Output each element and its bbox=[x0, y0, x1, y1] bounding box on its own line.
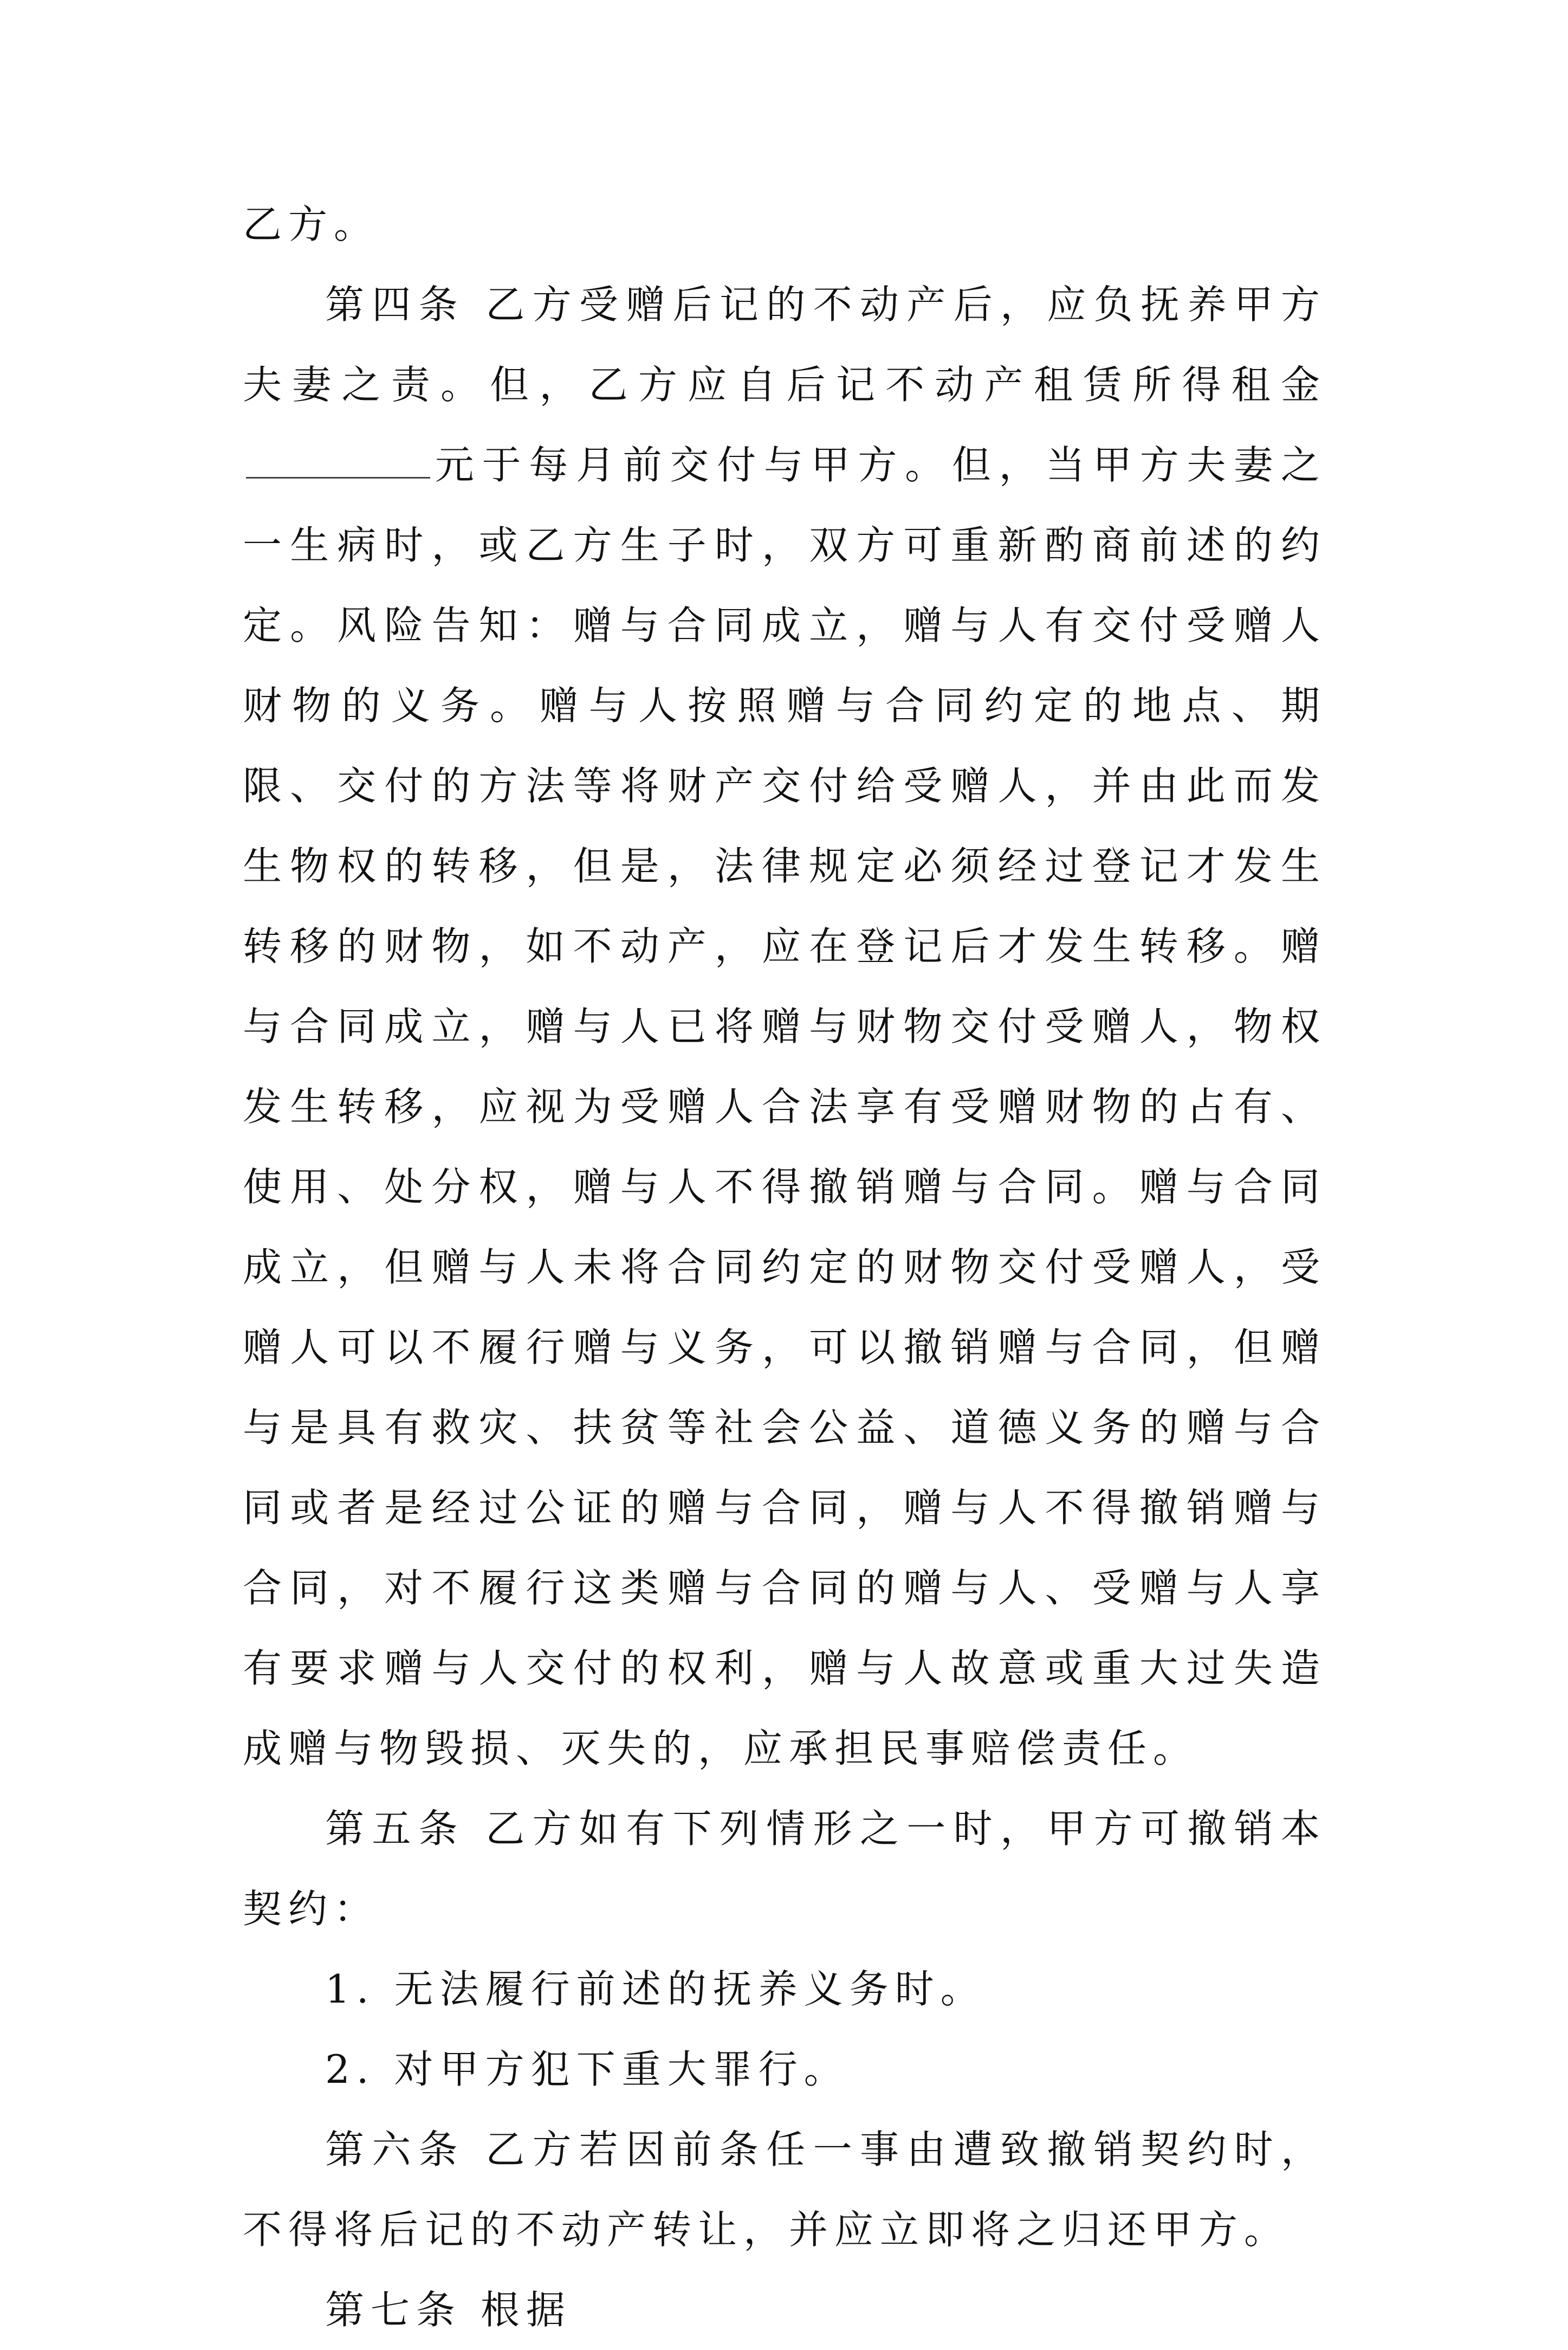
article-5: 第五条 乙方如有下列情形之一时，甲方可撤销本契约： bbox=[243, 1806, 1326, 1932]
rent-amount-blank bbox=[246, 443, 430, 479]
article-6: 第六条 乙方若因前条任一事由遭致撤销契约时，不得将后记的不动产转让，并应立即将之归还甲方。 bbox=[243, 2127, 1326, 2252]
article-5-item-1: 1. 无法履行前述的抚养义务时。 bbox=[325, 1966, 986, 2012]
document-body bbox=[243, 184, 1326, 2350]
article-4-text-start: 第四条 乙方受赠后记的不动产后，应负抚养甲方夫妻之责。但，乙方应自后记不动产租赁所得租金 bbox=[243, 282, 1326, 408]
paragraph-continuation: 乙方。 bbox=[243, 202, 380, 247]
article-7: 第七条 根据 bbox=[325, 2287, 572, 2333]
article-4 bbox=[243, 264, 1326, 1789]
article-4-text-end: 元于每月前交付与甲方。但，当甲方夫妻之一生病时，或乙方生子时，双方可重新酌商前述的约定。风险告知：赠与合同成立，赠与人有交付受赠人财物的义务。赠与人按照赠与合同约定的地点、期限、交付的方法等将财产交付给受赠人，并由此而发生物权的转移，但是，法律规定必须经过登记才发生转移的财物，如不动产，应在登记后才发生转移。赠与合同成立，赠与人已将赠与财物交付受赠人，物权发生转移，应视为受赠人合法享有受赠财物的占有、使用、处分权，赠与人不得撤销赠与合同。赠与合同成立，但赠与人未将合同约定的财物交付受赠人，受赠人可以不履行赠与义务，可以撤销赠与合同，但赠与是具有救灾、扶贫等社会公益、道德义务的赠与合同或者是经过公证的赠与合同，赠与人不得撤销赠与合同，对不履行这类赠与合同的赠与人、受赠与人享有要求赠与人交付的权利，赠与人故意或重大过失造成赠与物毁损、灭失的，应承担民事赔偿责任。 bbox=[243, 442, 1326, 1771]
article-5-item-2: 2. 对甲方犯下重大罪行。 bbox=[325, 2046, 850, 2092]
